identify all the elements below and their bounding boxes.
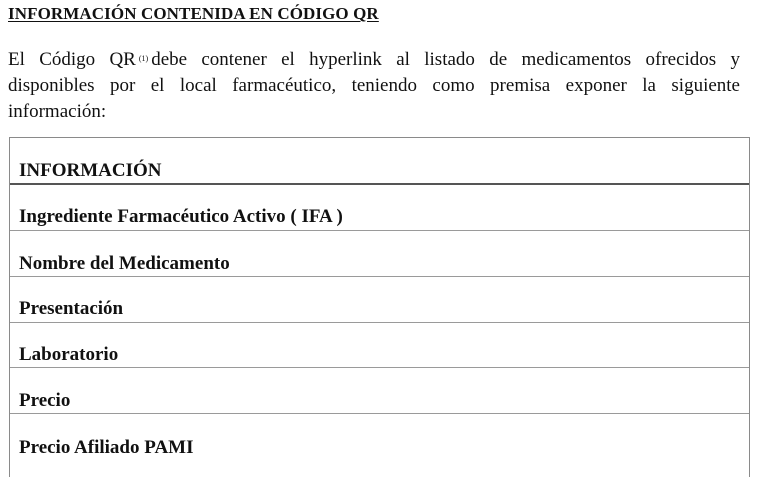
table-cell: Precio xyxy=(19,390,71,411)
table-row xyxy=(10,368,749,414)
table-header-row xyxy=(10,138,749,184)
table-row xyxy=(10,323,749,368)
paragraph-line-1 xyxy=(8,46,740,73)
table-row xyxy=(10,277,749,322)
table-cell: Precio Afiliado PAMI xyxy=(19,437,194,458)
table-cell: Ingrediente Farmacéutico Activo ( IFA ) xyxy=(19,206,343,227)
table-cell: Laboratorio xyxy=(19,344,119,365)
table-cell: Nombre del Medicamento xyxy=(19,253,230,274)
table-row xyxy=(10,414,749,461)
table-cell: Presentación xyxy=(19,298,124,319)
intro-paragraph xyxy=(8,46,740,125)
paragraph-line-1-start: El Código QR xyxy=(8,49,136,70)
section-heading: INFORMACIÓN CONTENIDA EN CÓDIGO QR xyxy=(8,4,379,23)
table-header-cell: INFORMACIÓN xyxy=(19,160,162,181)
footnote-marker: (1) xyxy=(138,54,149,63)
table-row xyxy=(10,231,749,277)
paragraph-line-3: información: xyxy=(8,101,107,122)
paragraph-line-1-end: debe contener el hyperlink al listado de medicamentos ofrecidos y xyxy=(151,49,741,70)
information-table xyxy=(9,137,750,477)
paragraph-line-2: disponibles por el local farmacéutico, teniendo como premisa exponer la siguiente xyxy=(8,75,740,96)
table-row xyxy=(10,185,749,230)
